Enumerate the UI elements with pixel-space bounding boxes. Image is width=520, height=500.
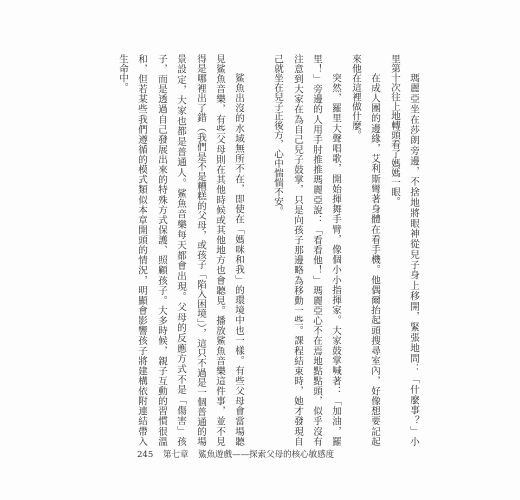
text-column: 子，而是透過自己發展出來的特殊方式保護、照顧孩子。大多時候，親子互動的習慣很溫	[156, 54, 167, 446]
text-column: 見鯊魚音樂，有些父母則在其他時候或其他地方也會聽見。播放鯊魚音樂這件事，並不見	[214, 54, 225, 446]
chapter-title: 鯊魚遊戲——探索父母的核心敏感度	[198, 450, 335, 460]
text-column: 己就坐在兒子正後方，心中惴惴不安。	[272, 54, 283, 216]
page-number: 245	[137, 450, 154, 460]
text-column: 里！」旁邊的人用手肘推推瑪麗亞說：「看看他！」瑪麗亞心不在焉地點點頭，似乎沒有	[311, 54, 322, 446]
text-column: 里第十次往上地轉頭看了媽媽一眼。	[389, 54, 400, 206]
page-footer	[137, 450, 334, 461]
text-column: 景設定，大家也都是普通人。鯊魚音樂每天都會出現。父母的反應方式不是「傷害」孩	[175, 54, 186, 446]
text-column: 注意到大家在為自己兒子鼓掌，只是向孩子那邊略為移動一些。課程結束時，她才發現自	[292, 54, 303, 446]
text-column: 來他在這裡做什麼。	[350, 54, 361, 140]
text-column: 瑪麗亞坐在莎朗旁邊，不捨地將眼神從兒子身上移開，緊張地問：「什麼事？」小	[408, 73, 419, 446]
text-column: 在成人團的邊緣，艾利斯彎著身體在看手機。他偶爾抬起頭搜尋室內，好像想要記起	[369, 73, 380, 446]
text-column: 生命中。	[117, 54, 128, 92]
text-column: 得是哪裡出了錯（我們是不是糟糕的父母，或孩子「陷入困境」），這只不過是一個普通的場	[195, 54, 206, 446]
text-column: 鯊魚出沒的水域無所不在，即使在「媽咪和我」的環境中也一樣。有些父母會當場聽	[233, 73, 244, 446]
text-column: 突然，羅里大聲唱歌，開始揮舞手臂，像個小小指揮家。大家鼓掌喊著：「加油，羅	[330, 73, 341, 446]
chapter-label: 第七章	[162, 450, 189, 460]
text-column: 和，但若某些我們遵循的模式類似本章開頭的情況，明顯會影響孩子將建構依附連結帶入	[136, 54, 147, 446]
